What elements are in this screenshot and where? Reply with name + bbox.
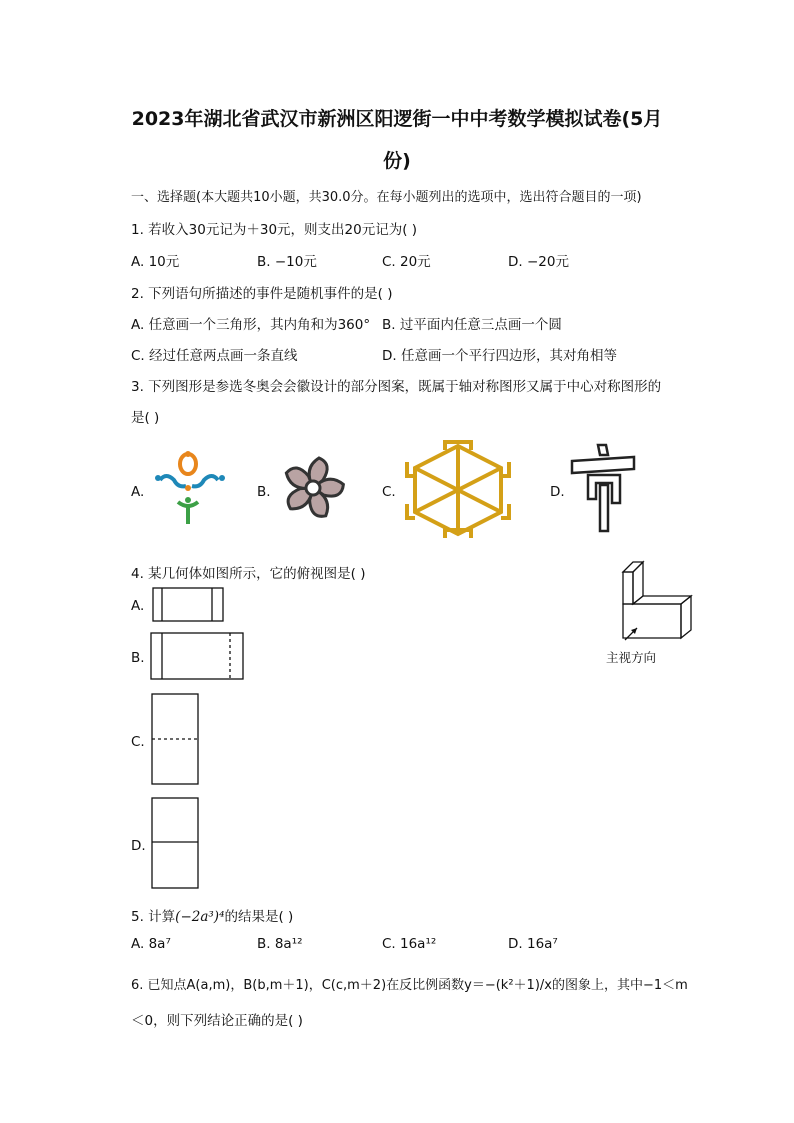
q4-view-caption: 主视方向 [606,650,657,665]
q4-option-b-figure [150,632,246,682]
emblem-b-pinwheel [273,448,353,528]
q5-option-d: D. 16a⁷ [508,936,558,952]
q2-option-b: B. 过平面内任意三点画一个圆 [382,317,562,333]
q6-stem-cont: ＜0，则下列结论正确的是( ) [131,1013,303,1029]
q2-option-d: D. 任意画一个平行四边形，其对角相等 [382,348,617,364]
q4-solid-figure [605,560,695,646]
page-title: 2023年湖北省武汉市新洲区阳逻街一中中考数学模拟试卷(5月 [131,108,663,130]
q4-option-c-figure [151,693,201,787]
q2-option-c: C. 经过任意两点画一条直线 [131,348,298,364]
q3-stem-cont: 是( ) [131,410,160,426]
q5-stem-expr: (−2a³)⁴ [175,909,225,925]
emblem-a-figure [150,450,230,530]
q2-option-a: A. 任意画一个三角形，其内角和为360° [131,317,371,333]
q4-label-c: C. [131,734,145,750]
q5-option-c: C. 16a¹² [382,936,437,952]
q4-option-a-figure [152,587,226,625]
q5-option-a: A. 8a⁷ [131,936,171,952]
q1-option-b: B. −10元 [257,254,317,270]
q3-label-a: A. [131,484,145,500]
page-title-cont: 份) [383,150,411,172]
q4-label-a: A. [131,598,145,614]
q5-stem-prefix: 5. 计算 [131,909,176,925]
q4-stem: 4. 某几何体如图所示，它的俯视图是( ) [131,566,366,582]
q1-option-d: D. −20元 [508,254,569,270]
section-header: 一、选择题(本大题共10小题，共30.0分。在每小题列出的选项中，选出符合题目的一项) [131,190,642,205]
q3-label-c: C. [382,484,396,500]
q1-stem: 1. 若收入30元记为＋30元，则支出20元记为( ) [131,222,418,238]
q5-stem-suffix: 的结果是( ) [224,909,294,925]
q4-option-d-figure [151,797,201,891]
q5-option-b: B. 8a¹² [257,936,303,952]
emblem-d-character [568,443,640,533]
q1-option-c: C. 20元 [382,254,431,270]
q4-label-b: B. [131,650,145,666]
q1-option-a: A. 10元 [131,254,180,270]
emblem-c-hexagon [405,440,511,540]
q3-label-d: D. [550,484,565,500]
q3-stem: 3. 下列图形是参选冬奥会会徽设计的部分图案，既属于轴对称图形又属于中心对称图形的 [131,379,662,395]
q6-stem: 6. 已知点A(a,m)，B(b,m＋1)，C(c,m＋2)在反比例函数y＝−(k²＋1)/x的图象上，其中−1＜m [131,978,688,993]
q3-label-b: B. [257,484,271,500]
q4-label-d: D. [131,838,146,854]
q2-stem: 2. 下列语句所描述的事件是随机事件的是( ) [131,286,393,302]
q5-stem [131,905,293,925]
